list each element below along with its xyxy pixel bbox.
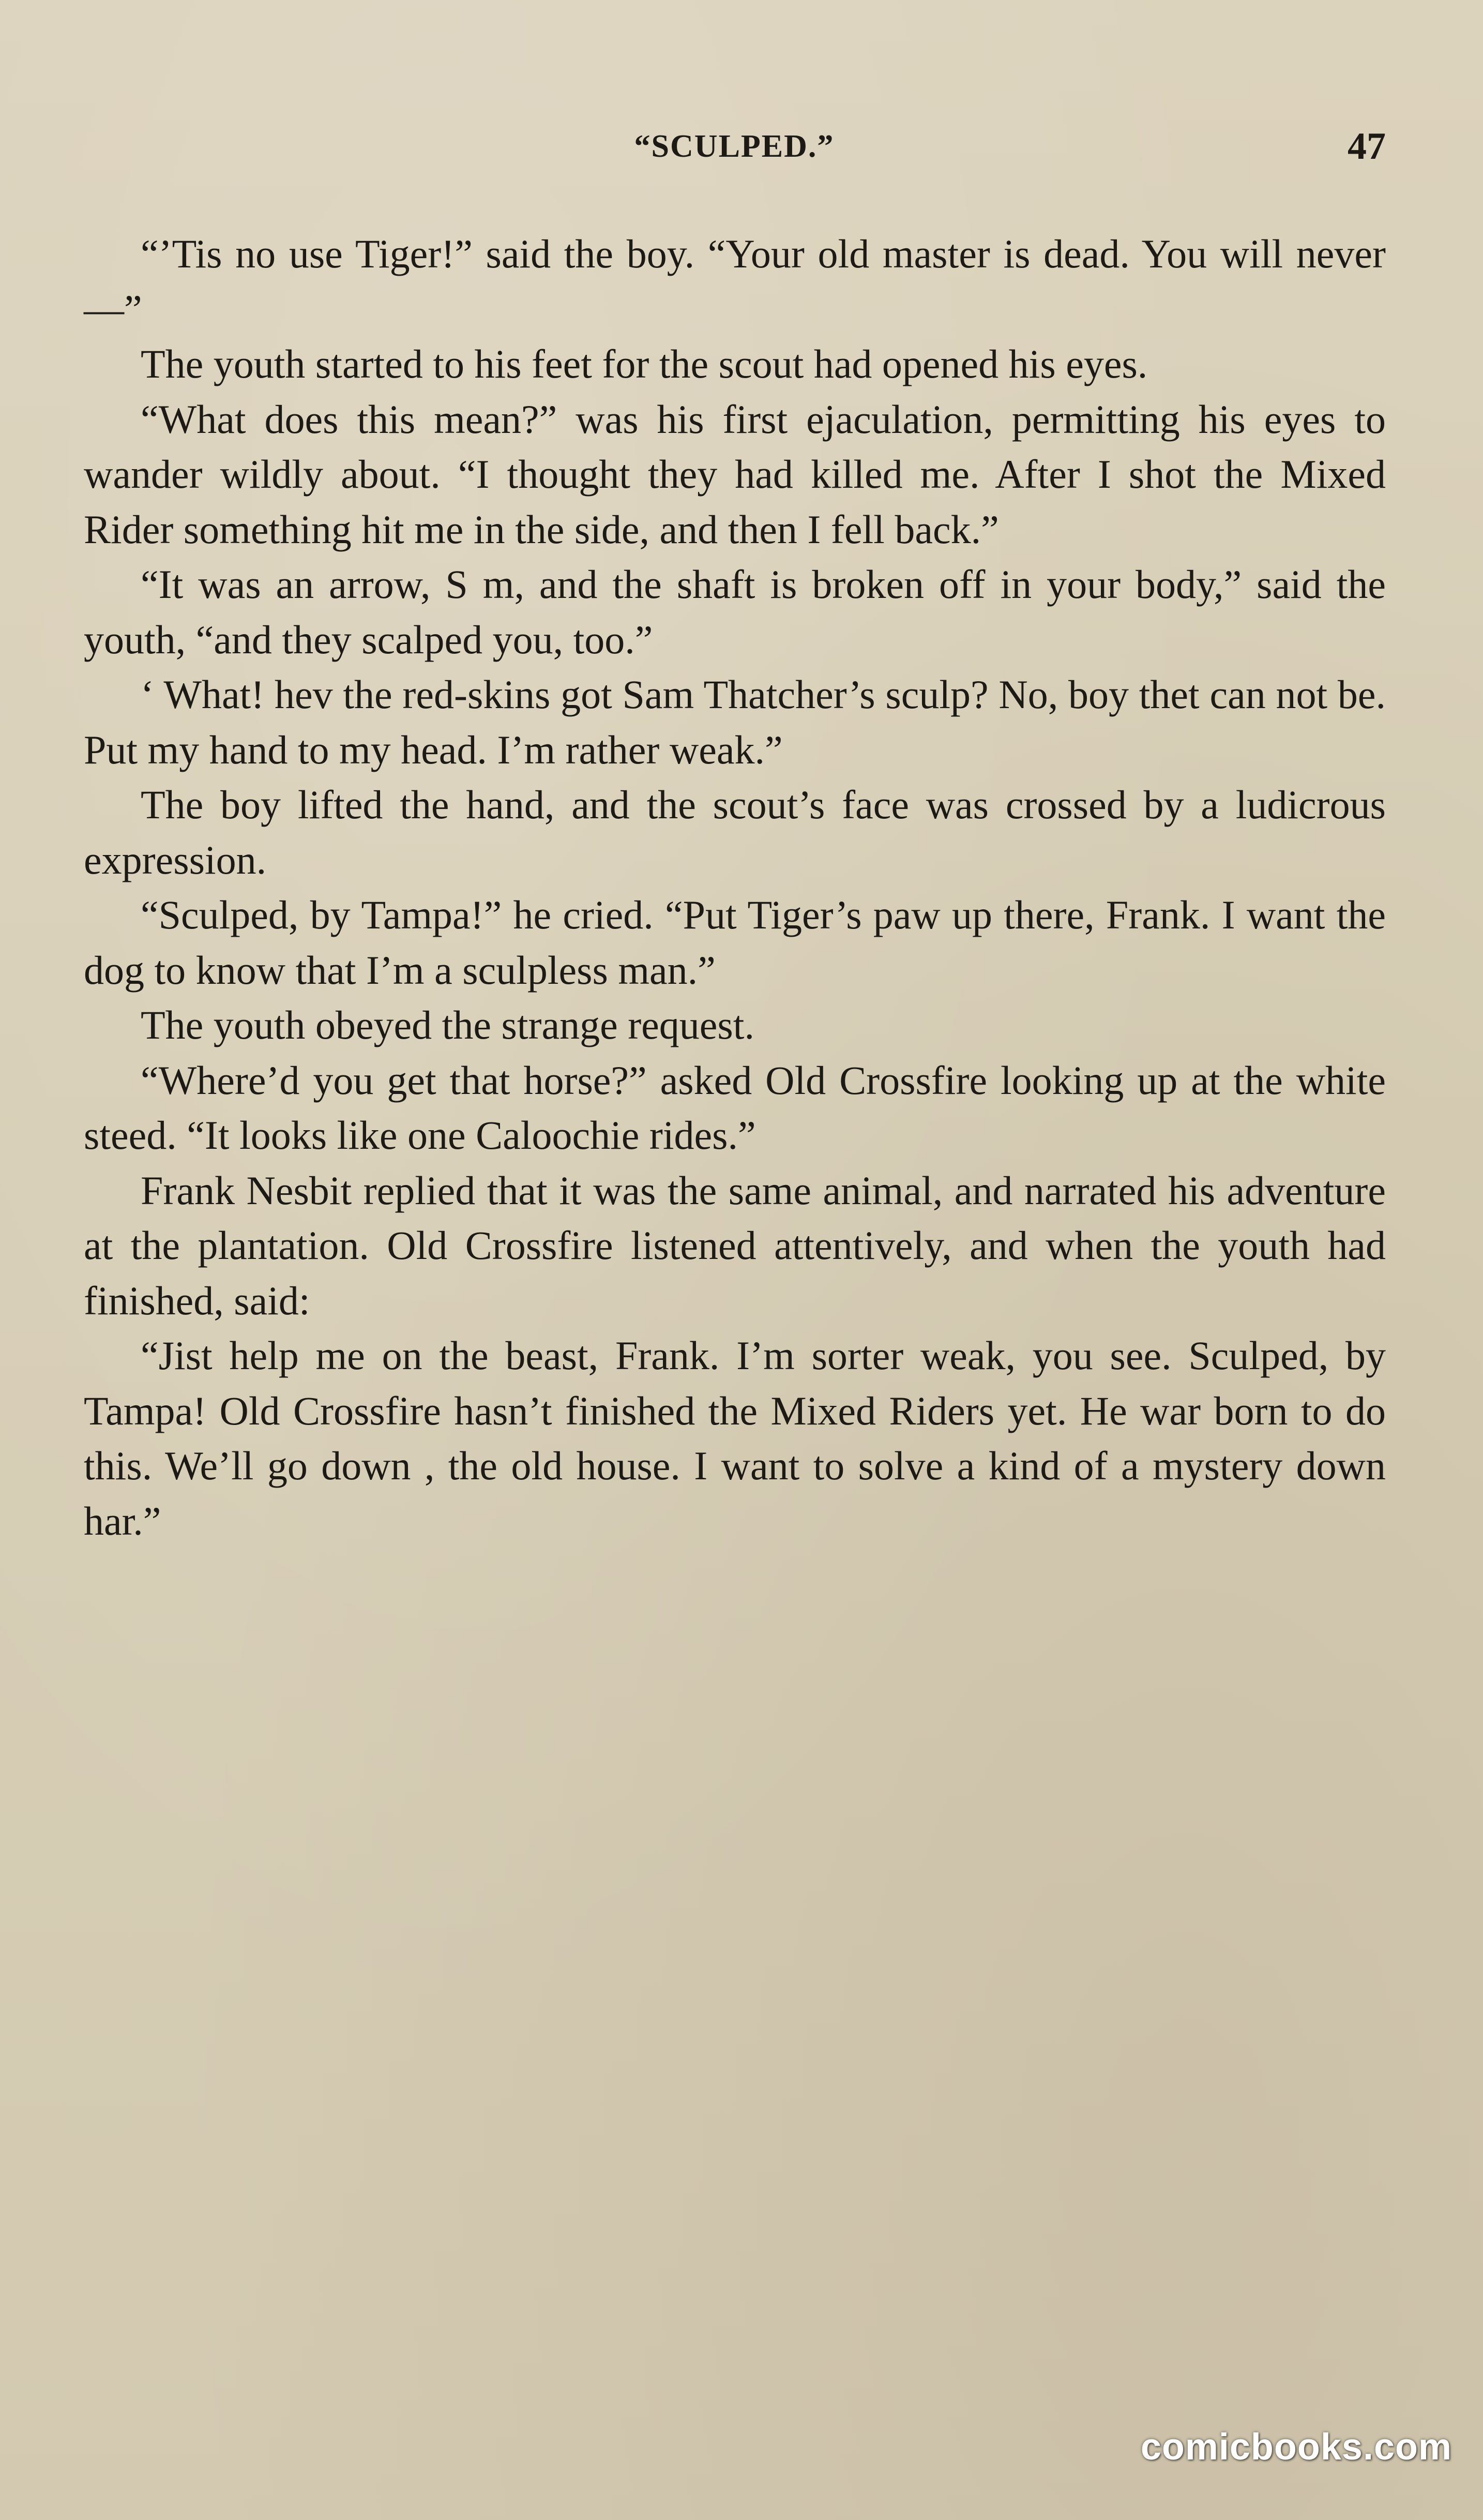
paragraph: The youth obeyed the strange request.	[141, 1002, 754, 1047]
paragraph: ‘ What! hev the red-skins got Sam Thatcher’s sculp? No, boy thet can not be. Put my hand to my head. I’m rather weak.”	[84, 672, 1386, 772]
paragraph: “Where’d you get that horse?” asked Old Crossfire looking up at the white steed. “It looks like one Caloochie rides.”	[84, 1057, 1386, 1158]
page-header	[83, 118, 1386, 175]
watermark: comicbooks.com	[1140, 2426, 1452, 2468]
paragraph: Frank Nesbit replied that it was the same animal, and narrated his adventure at the plantation. Old Crossfire listened attentively, and when the youth had finished, said:	[84, 1167, 1386, 1323]
paragraph: “What does this mean?” was his first ejaculation, permitting his eyes to wander wildly about. “I thought they had killed me. After I shot the Mixed Rider something hit me in the side, and then I fell back.”	[84, 396, 1386, 552]
paragraph: The boy lifted the hand, and the scout’s face was crossed by a ludicrous expression.	[84, 782, 1386, 882]
paragraph: “It was an arrow, S m, and the shaft is broken off in your body,” said the youth, “and they scalped you, too.”	[84, 562, 1386, 662]
paragraph: The youth started to his feet for the scout had opened his eyes.	[141, 341, 1148, 386]
paragraph: “’Tis no use Tiger!” said the boy. “Your old master is dead. You will never—”	[84, 231, 1386, 332]
paragraph: “Sculped, by Tampa!” he cried. “Put Tiger’s paw up there, Frank. I want the dog to know that I’m a sculpless man.”	[84, 892, 1386, 993]
body-text	[84, 227, 1386, 1549]
page-number: 47	[1348, 125, 1386, 168]
paragraph: “Jist help me on the beast, Frank. I’m sorter weak, you see. Sculped, by Tampa! Old Crossfire hasn’t finished the Mixed Riders yet. He war born to do this. We’ll go down , the old house. I want to solve a kind of a mystery down har.”	[84, 1333, 1386, 1543]
running-title: “SCULPED.”	[634, 129, 835, 164]
